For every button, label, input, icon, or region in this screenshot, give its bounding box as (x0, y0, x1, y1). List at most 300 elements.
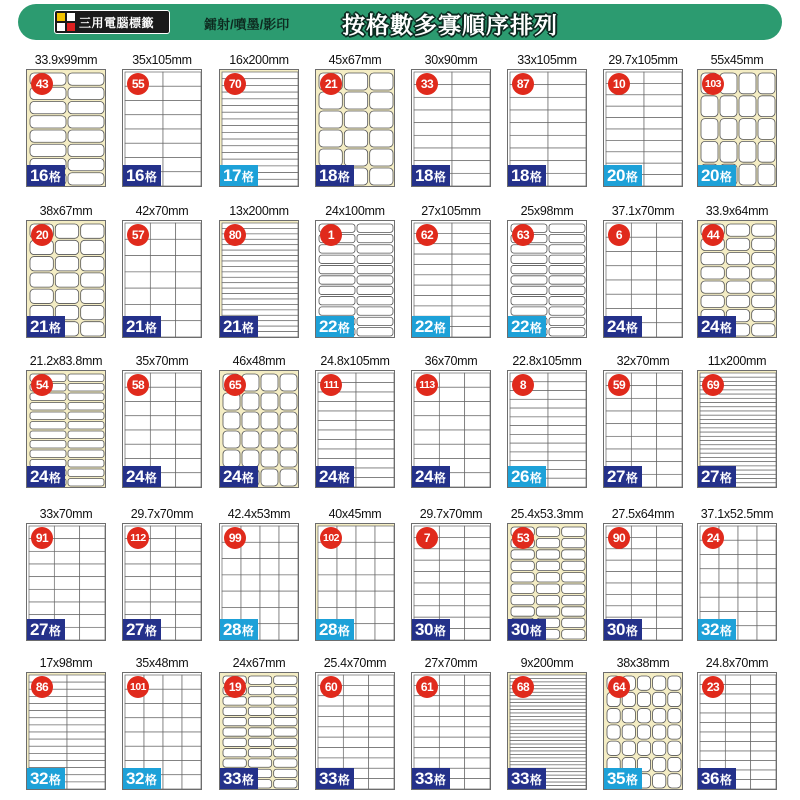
label-cell (548, 72, 586, 85)
label-cell (439, 675, 464, 685)
label-cell (274, 769, 297, 777)
label-cell (606, 436, 631, 449)
label-cell (176, 321, 201, 337)
label-cell (510, 699, 586, 702)
label-cell (222, 591, 241, 607)
label-cell (452, 254, 490, 264)
label-cell (29, 711, 67, 718)
label-cell (125, 430, 150, 444)
label-cell (657, 549, 682, 560)
label-cell (452, 72, 490, 85)
label-cell (701, 281, 724, 293)
label-cell (81, 257, 104, 271)
label-cell (241, 575, 260, 591)
label-cell (279, 559, 298, 575)
label-size: 27x70mm (424, 656, 478, 670)
label-cell (370, 111, 393, 128)
label-cell (414, 148, 452, 161)
label-cell (68, 144, 104, 156)
label-cell (150, 444, 175, 458)
label-cell (549, 276, 585, 284)
label-cell (241, 559, 260, 575)
label-cell (536, 538, 559, 547)
label-cell (700, 449, 776, 453)
label-cell (414, 135, 452, 148)
label-count: 33 (511, 769, 529, 788)
label-count-unit: 格 (337, 773, 350, 787)
label-cell (260, 542, 279, 558)
label-cell (150, 239, 175, 255)
label-cell (356, 440, 394, 450)
label-cell (356, 478, 394, 488)
label-cell (414, 416, 439, 430)
label-cell (144, 746, 163, 760)
label-size: 42x70mm (135, 204, 189, 218)
label-cell (631, 398, 656, 411)
label-size: 33x105mm (517, 53, 577, 67)
label-cell (261, 431, 278, 448)
model-number-badge: 10 (608, 73, 630, 95)
label-cell (356, 421, 394, 431)
label-cell (182, 775, 201, 789)
label-cell (30, 403, 66, 411)
label-cell (30, 257, 53, 271)
label-cell (369, 696, 394, 706)
label-count: 18 (415, 166, 433, 185)
label-cell (726, 281, 749, 293)
label-count-badge (27, 165, 65, 186)
label-cell (80, 539, 105, 552)
label-cell (637, 709, 650, 723)
label-count-badge (604, 165, 642, 186)
label-cell (657, 594, 682, 605)
label-cell (701, 253, 724, 265)
label-cell (319, 276, 355, 284)
label-count-unit: 格 (719, 170, 732, 184)
label-cell (223, 412, 240, 429)
label-count-unit: 格 (719, 321, 732, 335)
label-cell (644, 95, 682, 106)
label-cell (510, 734, 586, 737)
label-cell (125, 577, 150, 590)
label-cell (318, 440, 356, 450)
label-cell (606, 140, 644, 151)
label-cell (465, 473, 490, 487)
label-size: 46x48mm (232, 354, 286, 368)
label-cell (631, 223, 656, 237)
label-cell (510, 135, 548, 148)
label-cell (465, 549, 490, 560)
label-sheet (315, 523, 395, 641)
label-cell (452, 275, 490, 285)
label-count: 24 (701, 317, 719, 336)
label-cell (150, 589, 175, 602)
label-cell (81, 305, 104, 319)
label-size: 22.8x105mm (512, 354, 582, 368)
label-cell (68, 412, 104, 420)
label-cell (260, 607, 279, 623)
label-cell (700, 751, 725, 761)
label-count-badge (316, 165, 354, 186)
label-cell (68, 479, 104, 487)
label-cell (548, 373, 586, 382)
label-cell (68, 374, 104, 382)
label-cell (29, 577, 54, 590)
label-cell (222, 272, 298, 277)
label-cell (125, 746, 144, 760)
label-cell (725, 723, 750, 733)
label-cell (344, 92, 367, 109)
label-count-badge (698, 316, 736, 337)
label-sheet (315, 220, 395, 338)
label-cell (279, 624, 298, 640)
label-size: 38x67mm (39, 204, 93, 218)
label-cell (356, 383, 394, 393)
label-cell (549, 286, 585, 294)
label-size: 11x200mm (707, 354, 767, 368)
label-cell (68, 460, 104, 468)
label-cell (439, 572, 464, 583)
label-cell (67, 732, 105, 739)
label-cell (439, 685, 464, 695)
label-cell (757, 569, 776, 583)
label-count-unit: 格 (625, 471, 638, 485)
label-cell (653, 709, 666, 723)
label-size: 45x67mm (328, 53, 382, 67)
model-number-badge: 24 (702, 527, 724, 549)
label-cell (125, 564, 150, 577)
label-cell (369, 758, 394, 768)
label-cell (465, 560, 490, 571)
label-count-badge (123, 619, 161, 640)
label-cell (68, 422, 104, 430)
label-cell (606, 583, 631, 594)
label-count-unit: 格 (529, 773, 542, 787)
label-cell (125, 416, 150, 430)
model-number-badge: 86 (31, 676, 53, 698)
label-cell (176, 387, 201, 401)
label-cell (29, 753, 67, 760)
label-size: 32x70mm (616, 354, 670, 368)
label-cell (536, 550, 559, 559)
label-cell (369, 706, 394, 716)
label-cell (536, 561, 559, 570)
label-cell (657, 280, 682, 294)
label-cell (30, 130, 66, 142)
label-cell (510, 426, 548, 435)
label-cell (752, 267, 775, 279)
label-count-badge (508, 768, 546, 789)
label-cell (356, 392, 394, 402)
label-cell (510, 754, 586, 757)
label-cell (318, 430, 356, 440)
label-cell (548, 478, 586, 487)
label-cell (163, 158, 201, 172)
label-cell (248, 749, 271, 757)
label-cell (439, 373, 464, 387)
label-cell (700, 441, 776, 445)
label-cell (510, 761, 586, 764)
label-cell (644, 118, 682, 129)
label-cell (222, 256, 298, 261)
label-cell (510, 408, 548, 417)
brand-logo-icon (57, 13, 75, 31)
label-cell (222, 112, 298, 119)
label-cell (68, 102, 104, 114)
label-cell (637, 741, 650, 755)
label-cell (163, 746, 182, 760)
label-cell (150, 577, 175, 590)
label-cell (369, 748, 394, 758)
label-cell (67, 675, 105, 682)
label-count-badge (698, 165, 736, 186)
model-number-badge: 63 (512, 224, 534, 246)
label-cell (222, 132, 298, 139)
label-cell (176, 551, 201, 564)
label-cell (222, 304, 298, 309)
label-cell (54, 539, 79, 552)
label-cell (222, 119, 298, 126)
label-cell (549, 307, 585, 315)
label-cell (222, 126, 298, 133)
label-cell (452, 123, 490, 136)
label-count-unit: 格 (241, 321, 254, 335)
label-cell (752, 224, 775, 236)
label-cell (318, 411, 356, 421)
label-count-unit: 格 (337, 170, 350, 184)
label-cell (125, 602, 150, 615)
label-cell (182, 732, 201, 746)
label-cell (657, 266, 682, 280)
label-cell (644, 152, 682, 163)
label-cell (176, 577, 201, 590)
label-cell (337, 559, 356, 575)
label-cell (337, 575, 356, 591)
label-cell (511, 584, 534, 593)
label-count: 33 (223, 769, 241, 788)
label-count-unit: 格 (337, 471, 350, 485)
label-cell (176, 589, 201, 602)
label-cell (548, 434, 586, 443)
label-cell (414, 758, 439, 768)
label-cell (739, 141, 756, 162)
label-cell (657, 526, 682, 537)
label-cell (548, 110, 586, 123)
label-count: 33 (319, 769, 337, 788)
label-count: 24 (30, 467, 48, 486)
label-cell (752, 238, 775, 250)
label-size: 38x38mm (616, 656, 670, 670)
label-cell (701, 267, 724, 279)
label-cell (223, 450, 240, 467)
label-cell (414, 572, 439, 583)
label-size: 33.9x64mm (705, 204, 769, 218)
label-cell (29, 739, 67, 746)
label-count-unit: 格 (719, 773, 732, 787)
label-cell (751, 780, 776, 790)
label-cell (657, 436, 682, 449)
label-cell (150, 288, 175, 304)
label-cell (657, 629, 682, 640)
label-cell (248, 717, 271, 725)
label-count-unit: 格 (625, 773, 638, 787)
label-sheet (122, 220, 202, 338)
label-cell (657, 474, 682, 487)
label-count-unit: 格 (144, 170, 157, 184)
label-cell (631, 373, 656, 386)
label-cell (701, 96, 718, 117)
label-cell (452, 327, 490, 337)
label-cell (465, 526, 490, 537)
label-cell (452, 97, 490, 110)
label-cell (30, 412, 66, 420)
label-cell (548, 469, 586, 478)
label-cell (548, 135, 586, 148)
label-cell (222, 299, 298, 304)
label-cell (548, 443, 586, 452)
label-cell (414, 306, 452, 316)
label-cell (700, 436, 776, 440)
label-cell (700, 403, 776, 407)
label-count-badge (27, 466, 65, 487)
label-cell (67, 746, 105, 753)
label-cell (637, 725, 650, 739)
model-number-badge: 7 (416, 527, 438, 549)
label-cell (222, 277, 298, 282)
label-cell (144, 704, 163, 718)
label-cell (439, 758, 464, 768)
label-cell (700, 428, 776, 432)
label-cell (439, 444, 464, 458)
label-cell (222, 575, 241, 591)
label-cell (510, 417, 548, 426)
model-number-badge: 90 (608, 527, 630, 549)
label-count: 20 (701, 166, 719, 185)
label-count: 18 (319, 166, 337, 185)
label-count-unit: 格 (529, 170, 542, 184)
label-cell (751, 761, 776, 771)
label-cell (260, 559, 279, 575)
label-cell (548, 417, 586, 426)
label-sheet (411, 69, 491, 187)
label-cell (510, 443, 548, 452)
label-count: 36 (701, 769, 719, 788)
label-cell (752, 281, 775, 293)
label-cell (356, 559, 375, 575)
label-cell (125, 704, 144, 718)
label-cell (548, 461, 586, 470)
label-count-badge (123, 316, 161, 337)
label-cell (54, 564, 79, 577)
model-number-badge: 99 (224, 527, 246, 549)
label-cell (465, 716, 490, 726)
brand-badge (54, 10, 170, 34)
label-cell (375, 624, 394, 640)
label-cell (738, 540, 757, 554)
label-cell (30, 273, 53, 287)
label-cell (163, 72, 201, 86)
model-number-badge: 58 (127, 374, 149, 396)
label-cell (68, 441, 104, 449)
label-cell (465, 758, 490, 768)
label-cell (510, 713, 586, 716)
label-cell (465, 737, 490, 747)
label-count-unit: 格 (144, 773, 157, 787)
label-cell (510, 727, 586, 730)
label-count-badge (698, 768, 736, 789)
label-cell (465, 629, 490, 640)
label-cell (375, 559, 394, 575)
label-cell (81, 224, 104, 238)
label-sheet (219, 672, 299, 790)
label-cell (176, 239, 201, 255)
label-cell (150, 416, 175, 430)
label-cell (356, 526, 375, 542)
label-cell (176, 430, 201, 444)
label-cell (67, 761, 105, 768)
label-cell (356, 591, 375, 607)
model-number-badge: 91 (31, 527, 53, 549)
label-cell (356, 411, 394, 421)
label-cell (726, 224, 749, 236)
label-cell (719, 597, 738, 611)
label-cell (68, 130, 104, 142)
label-cell (725, 732, 750, 742)
label-sheet (26, 69, 106, 187)
label-cell (700, 407, 776, 411)
label-cell (414, 244, 452, 254)
label-cell (176, 373, 201, 387)
label-cell (222, 294, 298, 299)
label-cell (319, 297, 355, 305)
label-cell (357, 328, 393, 336)
label-cell (653, 692, 666, 706)
label-cell (163, 775, 182, 789)
label-cell (280, 450, 297, 467)
label-cell (452, 148, 490, 161)
label-cell (510, 710, 586, 713)
label-cell (279, 542, 298, 558)
label-count-badge (316, 466, 354, 487)
model-number-badge: 1 (320, 224, 342, 246)
label-cell (176, 539, 201, 552)
label-cell (241, 542, 260, 558)
label-cell (176, 627, 201, 640)
label-cell (631, 424, 656, 437)
label-cell (319, 130, 342, 147)
label-cell (414, 583, 439, 594)
label-cell (67, 725, 105, 732)
label-cell (751, 732, 776, 742)
label-cell (548, 161, 586, 174)
label-cell (222, 310, 298, 315)
label-cell (80, 551, 105, 564)
label-cell (67, 711, 105, 718)
label-cell (357, 255, 393, 263)
label-cell (125, 732, 144, 746)
label-cell (343, 685, 368, 695)
label-count-badge (698, 619, 736, 640)
label-count-unit: 格 (529, 471, 542, 485)
label-cell (30, 441, 66, 449)
label-count-badge (123, 466, 161, 487)
label-cell (337, 591, 356, 607)
label-size: 27x105mm (421, 204, 481, 218)
label-cell (738, 597, 757, 611)
model-number-badge: 8 (512, 374, 534, 396)
label-cell (150, 373, 175, 387)
label-cell (144, 718, 163, 732)
